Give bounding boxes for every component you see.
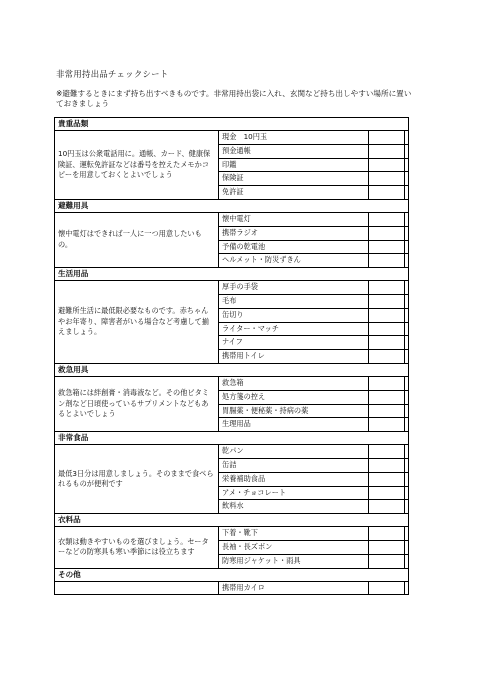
notes-cell[interactable] [405, 145, 408, 158]
section-description-text: 懐中電灯はできれば一人に一つ用意したいもの。 [58, 229, 202, 250]
check-box[interactable] [369, 527, 405, 540]
intro-note: ※避難するときにまず持ち出すべきものです。非常用持出袋に入れ、玄関など持ち出しやすい場所に置いておきましょう [56, 89, 412, 109]
section-heading: 生活用品 [55, 268, 408, 281]
section-description [55, 377, 219, 431]
check-box[interactable] [369, 281, 405, 294]
item-row [219, 459, 408, 473]
item-row [219, 131, 408, 145]
check-box[interactable] [369, 213, 405, 226]
check-box[interactable] [369, 418, 405, 431]
item-row [219, 323, 408, 337]
check-box[interactable] [369, 131, 405, 144]
item-label: 乾パン [219, 445, 369, 458]
section-body [55, 377, 408, 432]
check-box[interactable] [369, 555, 405, 568]
item-row [219, 254, 408, 267]
item-row [219, 500, 408, 513]
section-description [55, 281, 219, 363]
notes-cell[interactable] [405, 459, 408, 472]
item-label: 生理用品 [219, 418, 369, 431]
notes-cell[interactable] [405, 487, 408, 500]
notes-cell[interactable] [405, 336, 408, 349]
item-label: 下着・靴下 [219, 527, 369, 540]
notes-cell[interactable] [405, 323, 408, 336]
notes-cell[interactable] [405, 309, 408, 322]
section-body [55, 131, 408, 200]
item-row [219, 405, 408, 419]
item-row [219, 172, 408, 186]
item-row [219, 186, 408, 199]
item-label: 予備の乾電池 [219, 241, 369, 254]
item-list [219, 445, 408, 513]
item-list [219, 281, 408, 363]
item-row [219, 350, 408, 363]
section-description-text: 救急箱には絆創膏・消毒液など。その他ビタミン剤など日頃使っているサプリメントなどもあるとよいでしょう [58, 388, 209, 419]
item-label: 携帯ラジオ [219, 227, 369, 240]
section-body [55, 527, 408, 568]
item-label: 懐中電灯 [219, 213, 369, 226]
section-heading: 衣料品 [55, 514, 408, 527]
item-label: 缶切り [219, 309, 369, 322]
item-label: 防寒用ジャケット・雨具 [219, 555, 369, 568]
item-row [219, 418, 408, 431]
section-heading: その他 [55, 569, 408, 582]
check-box[interactable] [369, 336, 405, 349]
section-body [55, 213, 408, 268]
notes-cell[interactable] [405, 350, 408, 363]
item-label: 携帯用カイロ [219, 582, 369, 595]
check-box[interactable] [369, 487, 405, 500]
section-description-text: 最低3日分は用意しましょう。そのままで食べられるものが便利です [58, 468, 214, 489]
check-box[interactable] [369, 323, 405, 336]
section-heading: 救急用具 [55, 364, 408, 377]
notes-cell[interactable] [405, 241, 408, 254]
item-label: 印鑑 [219, 159, 369, 172]
item-list [219, 213, 408, 267]
check-box[interactable] [369, 582, 405, 595]
item-row [219, 445, 408, 459]
section-description [55, 131, 219, 199]
item-row [219, 487, 408, 501]
notes-cell[interactable] [405, 227, 408, 240]
item-list [219, 582, 408, 595]
section-description [55, 582, 219, 595]
notes-cell[interactable] [405, 541, 408, 554]
notes-cell[interactable] [405, 418, 408, 431]
item-row [219, 213, 408, 227]
item-label: 厚手の手袋 [219, 281, 369, 294]
item-row [219, 145, 408, 159]
item-label: アメ・チョコレート [219, 487, 369, 500]
check-box[interactable] [369, 459, 405, 472]
item-row [219, 295, 408, 309]
section-body [55, 582, 408, 595]
item-row [219, 377, 408, 391]
check-box[interactable] [369, 295, 405, 308]
notes-cell[interactable] [405, 159, 408, 172]
check-box[interactable] [369, 145, 405, 158]
notes-cell[interactable] [405, 391, 408, 404]
check-box[interactable] [369, 350, 405, 363]
item-label: 飲料水 [219, 500, 369, 513]
notes-cell[interactable] [405, 527, 408, 540]
section-description [55, 527, 219, 567]
notes-cell[interactable] [405, 213, 408, 226]
notes-cell[interactable] [405, 186, 408, 199]
checklist-table [54, 117, 409, 595]
check-box[interactable] [369, 254, 405, 267]
item-row [219, 527, 408, 541]
item-row [219, 541, 408, 555]
item-list [219, 131, 408, 199]
item-label: 免許証 [219, 186, 369, 199]
check-box[interactable] [369, 500, 405, 513]
section-heading: 非常食品 [55, 432, 408, 445]
item-label: 救急箱 [219, 377, 369, 390]
notes-cell[interactable] [405, 172, 408, 185]
section-description [55, 213, 219, 267]
item-label: 処方箋の控え [219, 391, 369, 404]
item-row [219, 159, 408, 173]
check-box[interactable] [369, 377, 405, 390]
notes-cell[interactable] [405, 295, 408, 308]
check-box[interactable] [369, 186, 405, 199]
item-list [219, 527, 408, 567]
section-heading: 貴重品類 [55, 118, 408, 131]
notes-cell[interactable] [405, 555, 408, 568]
notes-cell[interactable] [405, 254, 408, 267]
check-box[interactable] [369, 391, 405, 404]
section-body [55, 445, 408, 514]
check-box[interactable] [369, 445, 405, 458]
item-row [219, 241, 408, 255]
notes-cell[interactable] [405, 473, 408, 486]
item-label: 缶詰 [219, 459, 369, 472]
item-label: ライター・マッチ [219, 323, 369, 336]
item-row [219, 336, 408, 350]
item-label: 預金通帳 [219, 145, 369, 158]
item-label: 保険証 [219, 172, 369, 185]
section-heading: 避難用具 [55, 200, 408, 213]
notes-cell[interactable] [405, 582, 408, 595]
section-description-text: 避難所生活に最低限必要なものです。赤ちゃんやお年寄り、障害者がいる場合など考慮して揃えましょう。 [58, 306, 209, 337]
item-label: 現金 10円玉 [219, 131, 369, 144]
item-label: 毛布 [219, 295, 369, 308]
section-description [55, 445, 219, 513]
item-label: ヘルメット・防災ずきん [219, 254, 369, 267]
item-row [219, 227, 408, 241]
item-label: ナイフ [219, 336, 369, 349]
check-box[interactable] [369, 172, 405, 185]
item-row [219, 555, 408, 568]
item-row [219, 391, 408, 405]
item-row [219, 582, 408, 595]
check-box[interactable] [369, 541, 405, 554]
notes-cell[interactable] [405, 131, 408, 144]
check-box[interactable] [369, 473, 405, 486]
check-box[interactable] [369, 405, 405, 418]
item-row [219, 309, 408, 323]
notes-cell[interactable] [405, 377, 408, 390]
page-title: 非常用持出品チェックシート [56, 69, 169, 79]
item-row [219, 473, 408, 487]
notes-cell[interactable] [405, 500, 408, 513]
notes-cell[interactable] [405, 281, 408, 294]
check-box[interactable] [369, 159, 405, 172]
item-label: 携帯用トイレ [219, 350, 369, 363]
item-label: 栄養補助食品 [219, 473, 369, 486]
item-label: 長袖・長ズボン [219, 541, 369, 554]
section-description-text: 10円玉は公衆電話用に。通帳、カード、健康保険証、運転免許証などは番号を控えたメモかコピーを用意しておくとよいでしょう [58, 149, 211, 180]
item-row [219, 281, 408, 295]
section-description-text: 衣類は動きやすいものを選びましょう。セーターなどの防寒具も寒い季節には役立ちます [58, 536, 209, 557]
check-box[interactable] [369, 309, 405, 322]
notes-cell[interactable] [405, 405, 408, 418]
notes-cell[interactable] [405, 445, 408, 458]
item-label: 胃腸薬・便秘薬・持病の薬 [219, 405, 369, 418]
check-box[interactable] [369, 241, 405, 254]
check-box[interactable] [369, 227, 405, 240]
item-list [219, 377, 408, 431]
section-body [55, 281, 408, 364]
